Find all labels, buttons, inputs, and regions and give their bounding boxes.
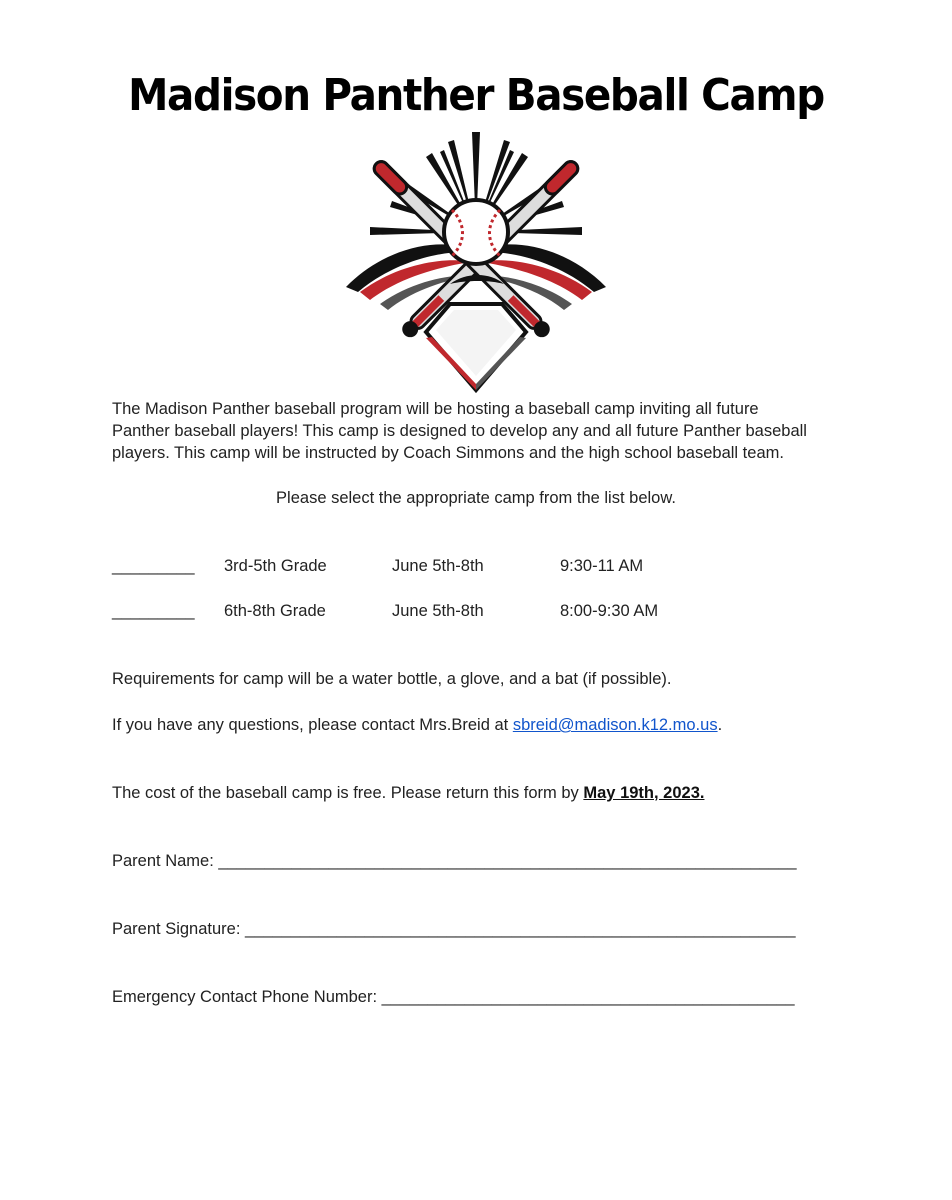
camp-2-time: 8:00-9:30 AM	[560, 602, 659, 620]
intro-line-1: The Madison Panther baseball program will be hosting a baseball camp inviting all future	[112, 400, 759, 418]
camp-1-grade: 3rd-5th Grade	[224, 557, 327, 575]
parent-name-field[interactable]: Parent Name: _______________________________________________________________	[112, 852, 797, 870]
parent-signature-field[interactable]: Parent Signature: ____________________________________________________________	[112, 920, 796, 938]
emergency-phone-field[interactable]: Emergency Contact Phone Number: _____________________________________________	[112, 988, 795, 1006]
contact-suffix: .	[717, 716, 723, 734]
intro-paragraph	[112, 398, 852, 464]
intro-line-2: Panther baseball players! This camp is designed to develop any and all future Panther baseball	[112, 422, 807, 440]
baseball-logo-icon	[340, 132, 612, 394]
camp-2-blank[interactable]: _________	[112, 602, 195, 620]
camp-1-dates: June 5th-8th	[392, 557, 484, 575]
intro-line-3: players. This camp will be instructed by Coach Simmons and the high school baseball team.	[112, 444, 784, 462]
page-title: Madison Panther Baseball Camp	[128, 70, 824, 121]
camp-2-dates: June 5th-8th	[392, 602, 484, 620]
camp-1-blank[interactable]: _________	[112, 557, 195, 575]
contact-email-link[interactable]: sbreid@madison.k12.mo.us	[512, 716, 718, 734]
select-prompt: Please select the appropriate camp from the list below.	[276, 489, 676, 507]
return-deadline: May 19th, 2023.	[583, 784, 705, 802]
contact-line	[112, 714, 722, 736]
contact-prefix: If you have any questions, please contact Mrs.Breid at	[112, 716, 513, 734]
requirements-text: Requirements for camp will be a water bottle, a glove, and a bat (if possible).	[112, 670, 672, 688]
cost-text: The cost of the baseball camp is free. Please return this form by	[112, 784, 584, 802]
camp-2-grade: 6th-8th Grade	[224, 602, 326, 620]
camp-1-time: 9:30-11 AM	[560, 557, 644, 575]
cost-line	[112, 782, 704, 804]
